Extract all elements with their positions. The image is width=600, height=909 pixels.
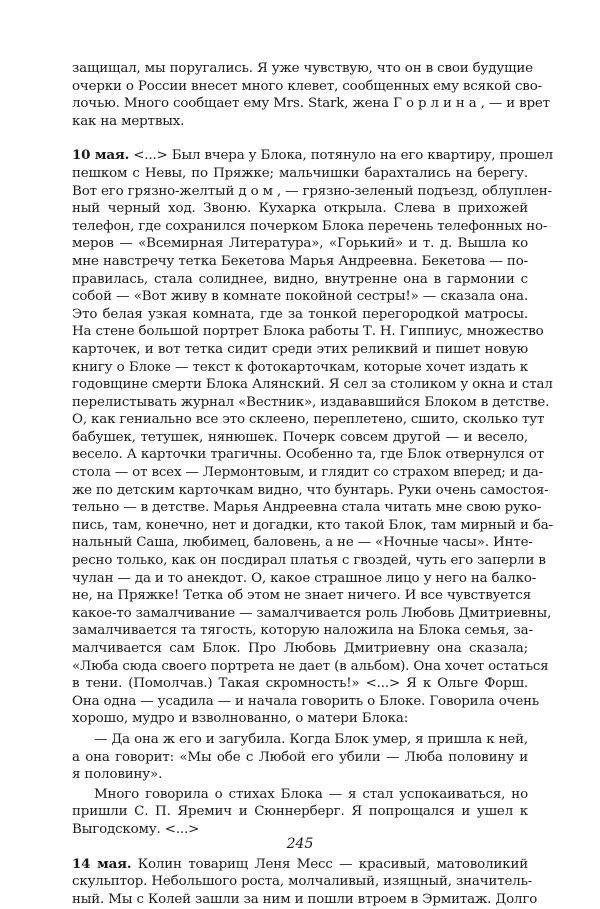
text-line: а она говорит: «Мы обе с Любой его убили — Люба половину и [72,749,528,765]
text-line: как на мертвых. [72,113,185,129]
text-line: Она одна — усадила — и начала говорить о Блоке. Говорила очень [72,693,540,709]
text-line: мне навстречу тетка Бекетова Марья Андреевна. Бекетова — по- [72,253,528,269]
text-line: же по детским карточкам видно, что бунтарь. Руки очень самостоя- [72,482,549,498]
text-line: На стене большой портрет Блока работы Т. Н. Гиппиус, множество [72,324,544,340]
text-line: какое-то замалчивание — замалчивается роль Любовь Дмитриевны, [72,605,552,621]
text-line: книгу о Блоке — текст к фотокарточкам, которые хочет издать к [72,359,528,375]
text-line: годовщине смерти Блока Алянский. Я сел за столиком у окна и стал [72,377,553,393]
text-line: перелистывать журнал «Вестник», издававшийся Блоком в детстве. [72,394,550,410]
text-line: в тени. (Помолчав.) Такая скромность!» <...> Я к Ольге Форш. [72,676,528,692]
text-line: Вот его грязно-желтый д о м , — грязно-зеленый подъезд, облуплен- [72,183,552,199]
text-line: собой — «Вот живу в комнате покойной сестры!» — сказала она. [72,289,528,305]
paragraph-quote [72,731,528,784]
entry-date: 10 мая. [72,147,130,164]
diary-entry-10-may [72,147,554,728]
diary-entry-14-may [72,855,538,909]
text-line: бабушек, тетушек, нянюшек. Почерк совсем другой — и весело, [72,429,528,445]
text-line [72,856,528,874]
text-line: Это белая узкая комната, где за тонкой перегородкой матросы. [72,306,528,322]
text-line: ный. Мы с Колей зашли за ним и пошли втроем в Эрмитаж. Долго [72,891,538,907]
paragraph-continuation [72,60,550,130]
text-line: — Да она ж его и загубила. Когда Блок умер, я пришла к ней, [94,731,528,747]
text-line: лочью. Много сообщает ему Mrs. Stark, жена Г о р л и н а , — и врет [72,96,550,112]
text-line: пись, там, конечно, нет и догадки, кто такой Блок, там мирный и ба- [72,517,553,533]
page-number: 245 [286,836,314,852]
text-line: хорошо, мудро и взволнованно, о матери Блока: [72,711,409,727]
text-line: стола — от всех — Лермонтовым, и глядит со страхом вперед; и да- [72,465,543,481]
text-line: чулан — да и то анекдот. О, какое страшное лицо у него на балко- [72,570,537,586]
text-line: Выгодскому. <...> [72,821,200,837]
text-line: нальный Саша, любимец, баловень, а не — «Ночные часы». Инте- [72,535,533,551]
text-line: замалчивается та тягость, которую наложила на Блока семья, за- [72,623,533,639]
text-fragment: <...> Был вчера у Блока, потянуло на его квартиру, прошел [129,148,554,164]
text-line: скульптор. Небольшого роста, молчаливый, изящный, значитель- [72,874,533,890]
text-line: не, на Пряжке! Тетка об этом не знает ничего. И все чувствуется [72,588,532,604]
text-line [72,147,554,165]
text-line: Много говорила о стихах Блока — я стал успокаиваться, но [94,786,528,802]
text-line: правилась, стала солиднее, видно, внутренне она в гармонии с [72,271,528,287]
section-gap [72,130,528,147]
text-line: защищал, мы поругались. Я уже чувствую, что он в свои будущие [72,61,533,76]
text-fragment: Колин товарищ Леня Месс — красивый, матоволикий [131,856,528,872]
text-line: весело. А карточки трагичны. Особенно та, где Блок отвернулся от [72,447,544,463]
paragraph-closing [72,786,528,839]
text-line: ный черный ход. Звоню. Кухарка открыла. Слева в прихожей [72,201,528,217]
text-line: телефон, где сохранился почерком Блока перечень телефонных но- [72,218,548,234]
text-line: я половину». [72,767,163,783]
text-line: очерки о России внесет много клевет, сообщенных ему всякой сво- [72,78,542,94]
text-line: тельно — в детстве. Марья Андреевна стала читать мне свою руко- [72,500,542,516]
text-line: пешком с Невы, по Пряжке; мальчишки барахтались на берегу. [72,165,528,181]
entry-date: 14 мая. [72,855,132,872]
text-line: малчивается сам Блок. Про Любовь Дмитриевну она сказала; [72,641,528,656]
text-line: ресно только, как он посдирал платья с гвоздей, чуть его заперли в [72,553,546,569]
text-line: пришли С. П. Яремич и Сюннерберг. Я попрощался и ушел к [72,804,528,820]
text-line: О, как гениально все это склеено, переплетено, сшито, сколько тут [72,412,545,428]
text-line: меров — «Всемирная Литература», «Горький» и т. д. Вышла ко [72,236,528,252]
page-body [72,60,554,908]
text-line: карточек, и вот тетка сидит среди этих реликвий и пишет новую [72,341,528,357]
text-line: «Люба сюда своего портрета не дает (в альбом). Она хочет остаться [72,658,549,674]
